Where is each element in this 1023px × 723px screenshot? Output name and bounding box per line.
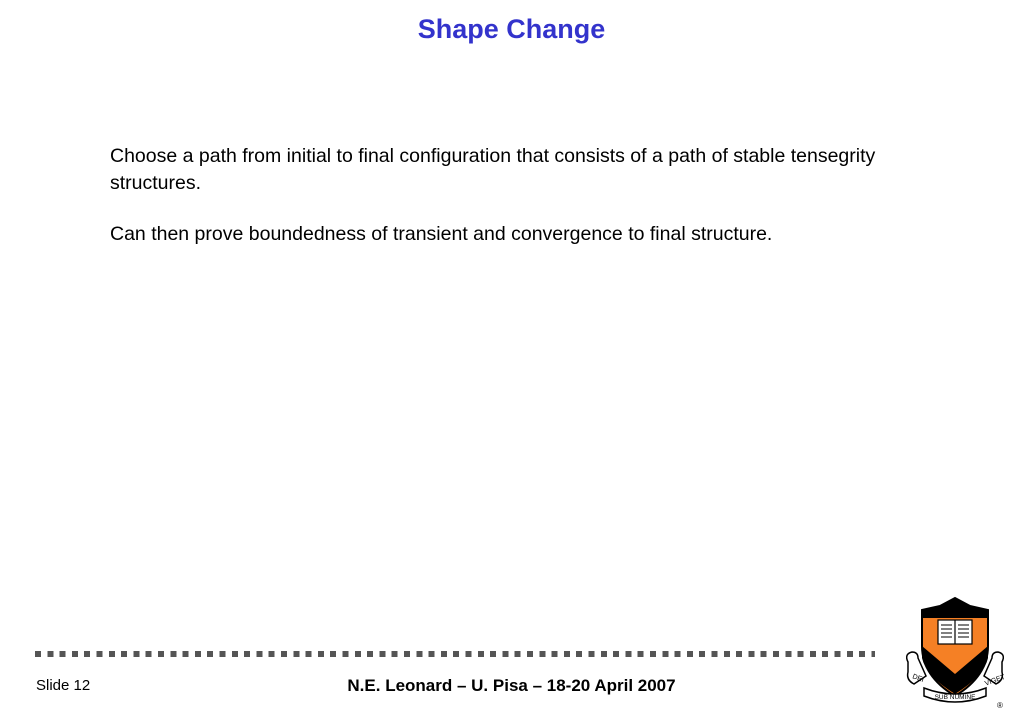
logo-motto-right: VIGET [984,673,1007,688]
footer-presenter-event: N.E. Leonard – U. Pisa – 18-20 April 2007 [347,676,676,695]
footer-dotted-rule [35,651,875,657]
slide-title: Shape Change [417,14,606,44]
body-paragraph-2: Can then prove boundedness of transient and convergence to final structure. [110,223,773,245]
logo-registered-mark: ® [997,701,1003,710]
princeton-shield-icon [900,596,1010,710]
logo-motto-left: DEI [911,673,925,684]
body-paragraph-1: Choose a path from initial to final configuration that consists of a path of stable tensegrity structures. [110,145,876,194]
slide-number: Slide 12 [36,677,91,694]
logo-motto-banner: SUB NUMINE [934,694,976,701]
